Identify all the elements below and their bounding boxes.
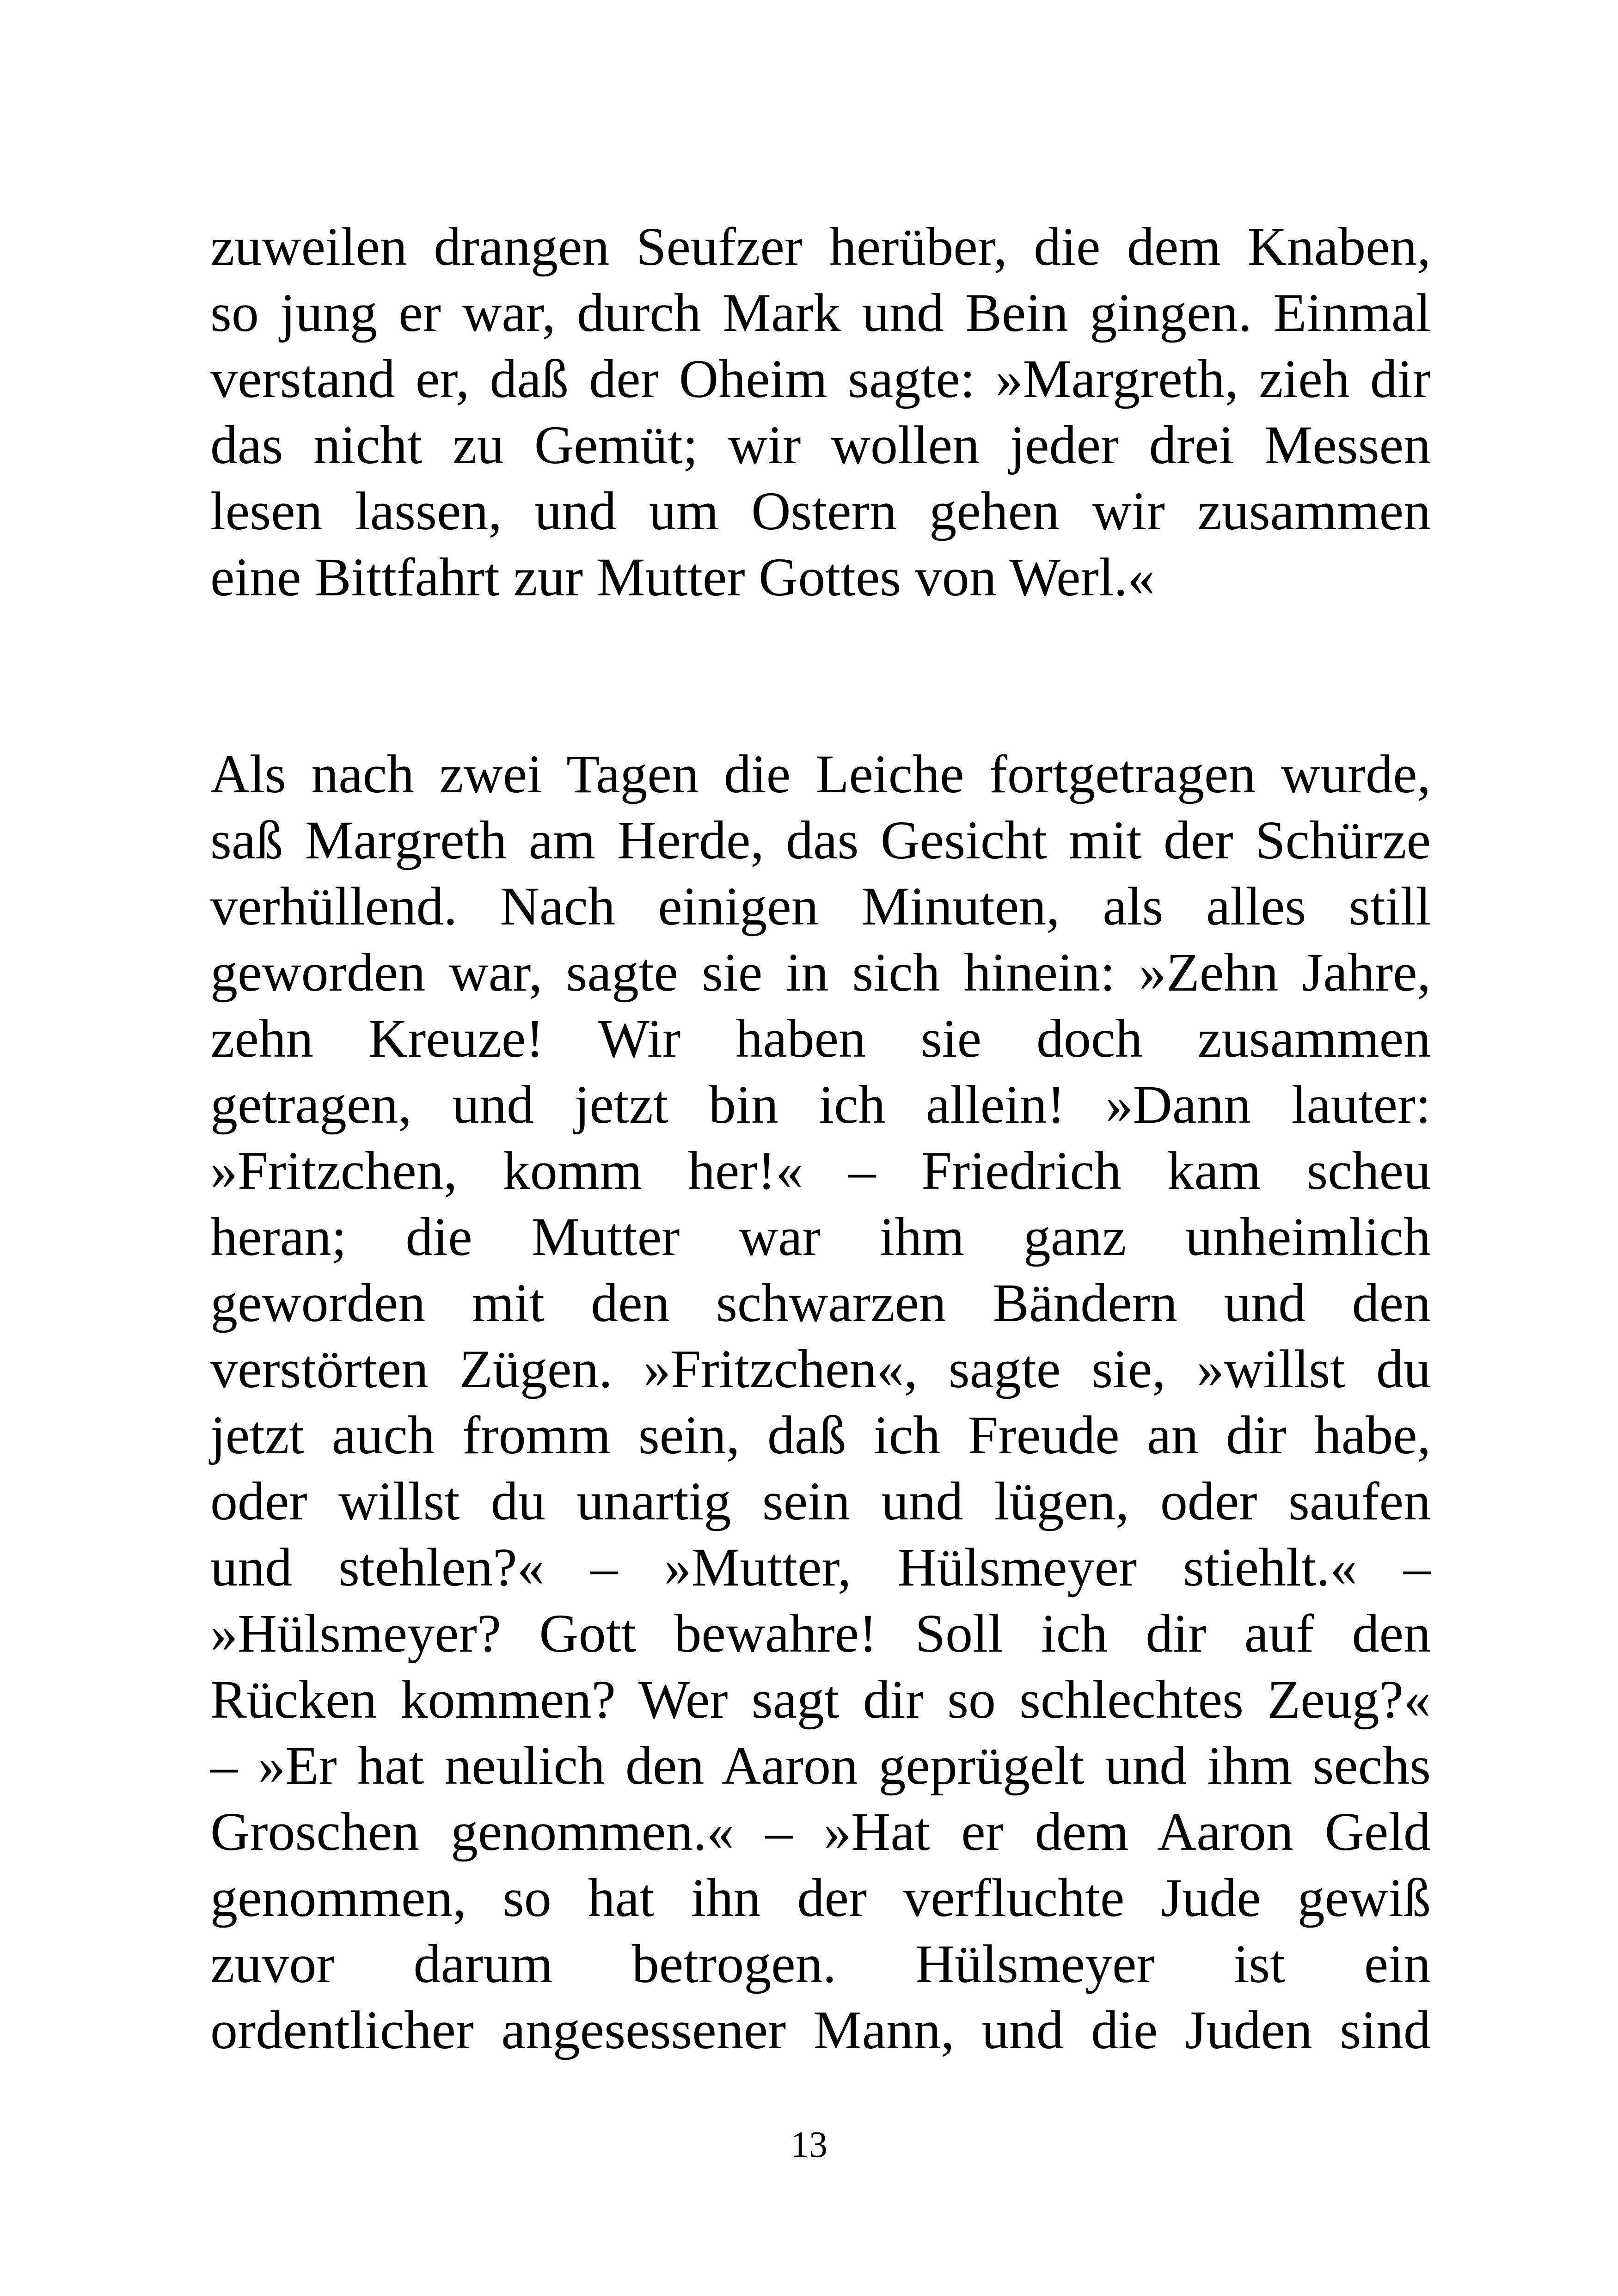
text-line: genommen, so hat ihn der verfluchte Jude gewiß xyxy=(210,1867,1431,1928)
text-line: verhüllend. Nach einigen Minuten, als alles still xyxy=(210,876,1431,937)
text-line: das nicht zu Gemüt; wir wollen jeder drei Messen xyxy=(210,415,1431,475)
text-line: Als nach zwei Tagen die Leiche fortgetragen wurde, xyxy=(210,744,1431,804)
text-line: so jung er war, durch Mark und Bein gingen. Einmal xyxy=(210,282,1431,343)
text-line: Groschen genommen.« – »Hat er dem Aaron Geld xyxy=(210,1801,1431,1862)
text-line: geworden war, sagte sie in sich hinein: »Zehn Jahre, xyxy=(210,942,1431,1003)
text-line: zuweilen drangen Seufzer herüber, die dem Knaben, xyxy=(210,216,1431,277)
text-line: Rücken kommen? Wer sagt dir so schlechtes Zeug?« xyxy=(210,1669,1431,1730)
text-line: zehn Kreuze! Wir haben sie doch zusammen xyxy=(210,1008,1431,1069)
text-line: lesen lassen, und um Ostern gehen wir zusammen xyxy=(210,481,1431,541)
text-line: und stehlen?« – »Mutter, Hülsmeyer stiehlt.« – xyxy=(210,1537,1431,1598)
paragraph-1 xyxy=(210,214,1431,610)
text-line: geworden mit den schwarzen Bändern und den xyxy=(210,1273,1431,1333)
text-line: jetzt auch fromm sein, daß ich Freude an dir habe, xyxy=(210,1405,1431,1465)
text-line: saß Margreth am Herde, das Gesicht mit der Schürze xyxy=(210,810,1431,870)
text-line: – »Er hat neulich den Aaron geprügelt und ihm sechs xyxy=(210,1735,1431,1796)
text-line: getragen, und jetzt bin ich allein! »Dann lauter: xyxy=(210,1074,1431,1135)
text-line: heran; die Mutter war ihm ganz unheimlich xyxy=(210,1206,1431,1267)
text-line: »Fritzchen, komm her!« – Friedrich kam scheu xyxy=(210,1140,1431,1201)
text-line: ordentlicher angesessener Mann, und die Juden sind xyxy=(210,2000,1431,2060)
text-line: verstand er, daß der Oheim sagte: »Margreth, zieh dir xyxy=(210,349,1431,409)
paragraph-2 xyxy=(210,741,1431,2063)
text-line: »Hülsmeyer? Gott bewahre! Soll ich dir auf den xyxy=(210,1603,1431,1664)
text-line: verstörten Zügen. »Fritzchen«, sagte sie, »willst du xyxy=(210,1339,1431,1399)
text-line: zuvor darum betrogen. Hülsmeyer ist ein xyxy=(210,1934,1431,1994)
text-line: oder willst du unartig sein und lügen, oder saufen xyxy=(210,1471,1431,1531)
text-line: eine Bittfahrt zur Mutter Gottes von Werl.« xyxy=(210,547,1155,607)
page-number: 13 xyxy=(791,2125,827,2165)
